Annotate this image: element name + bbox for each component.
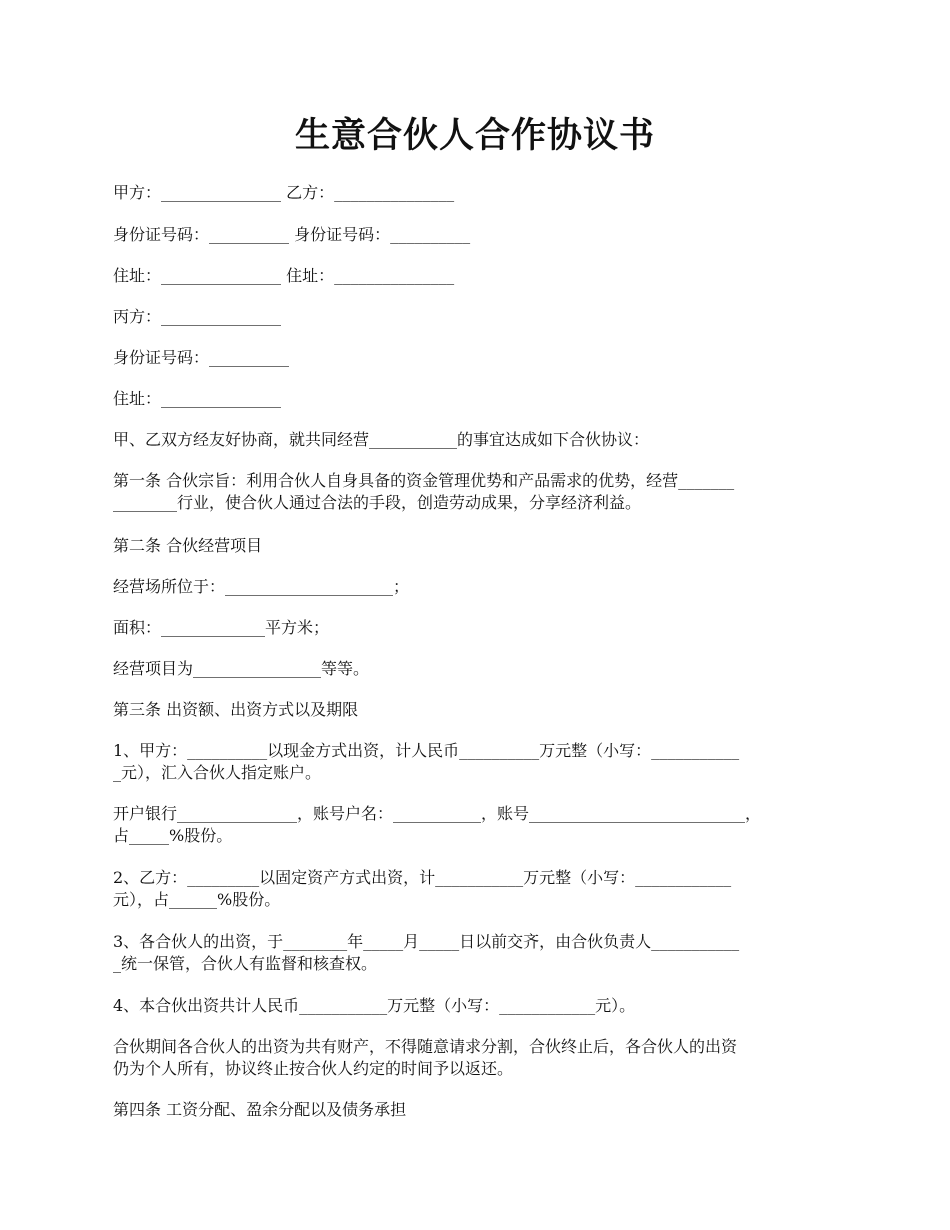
total-contribution-line: 4、本合伙出资共计人民币___________万元整（小写：____________元）。 bbox=[113, 996, 636, 1015]
payment-deadline-line-1: 3、各合伙人的出资，于________年_____月_____日以前交齐，由合伙负责人___________ bbox=[113, 932, 740, 951]
bank-account-line-1: 开户银行_______________，账号户名：___________，账号___________________________， bbox=[113, 804, 762, 823]
party-a-b-line: 甲方：_______________ 乙方：_______________ bbox=[113, 183, 455, 202]
id-number-c-line: 身份证号码：__________ bbox=[113, 348, 290, 367]
contribution-a-line-1: 1、甲方：__________以现金方式出资，计人民币__________万元整（小写：___________ bbox=[113, 741, 740, 760]
contribution-a-line-2: _元），汇入合伙人指定账户。 bbox=[113, 763, 322, 782]
business-location-line: 经营场所位于：_____________________； bbox=[113, 577, 410, 596]
contribution-b-line-1: 2、乙方：_________以固定资产方式出资，计___________万元整（小写：____________ bbox=[113, 868, 732, 887]
address-a-b-line: 住址：_______________ 住址：_______________ bbox=[113, 266, 455, 285]
common-property-line-1: 合伙期间各合伙人的出资为共有财产，不得随意请求分割，合伙终止后，各合伙人的出资 bbox=[113, 1037, 738, 1056]
article-1-line-2: ________行业，使合伙人通过合法的手段，创造劳动成果，分享经济利益。 bbox=[113, 493, 642, 512]
address-c-line: 住址：_______________ bbox=[113, 389, 282, 408]
preamble-line: 甲、乙双方经友好协商，就共同经营___________的事宜达成如下合伙协议： bbox=[113, 430, 650, 449]
article-1-line-1: 第一条 合伙宗旨：利用合伙人自身具备的资金管理优势和产品需求的优势，经营_______ bbox=[113, 471, 735, 490]
bank-account-line-2: 占_____%股份。 bbox=[113, 826, 233, 845]
id-number-a-b-line: 身份证号码：__________ 身份证号码：__________ bbox=[113, 225, 471, 244]
area-line: 面积：_____________平方米； bbox=[113, 618, 330, 637]
payment-deadline-line-2: _统一保管，合伙人有监督和核查权。 bbox=[113, 954, 378, 973]
article-2-heading: 第二条 合伙经营项目 bbox=[113, 536, 263, 555]
article-4-heading: 第四条 工资分配、盈余分配以及债务承担 bbox=[113, 1100, 407, 1119]
party-c-line: 丙方：_______________ bbox=[113, 307, 282, 326]
common-property-line-2: 仍为个人所有，协议终止按合伙人约定的时间予以返还。 bbox=[113, 1059, 514, 1078]
business-items-line: 经营项目为________________等等。 bbox=[113, 659, 370, 678]
document-title: 生意合伙人合作协议书 bbox=[294, 115, 655, 156]
contribution-b-line-2: 元），占______%股份。 bbox=[113, 890, 281, 909]
article-3-heading: 第三条 出资额、出资方式以及期限 bbox=[113, 700, 359, 719]
